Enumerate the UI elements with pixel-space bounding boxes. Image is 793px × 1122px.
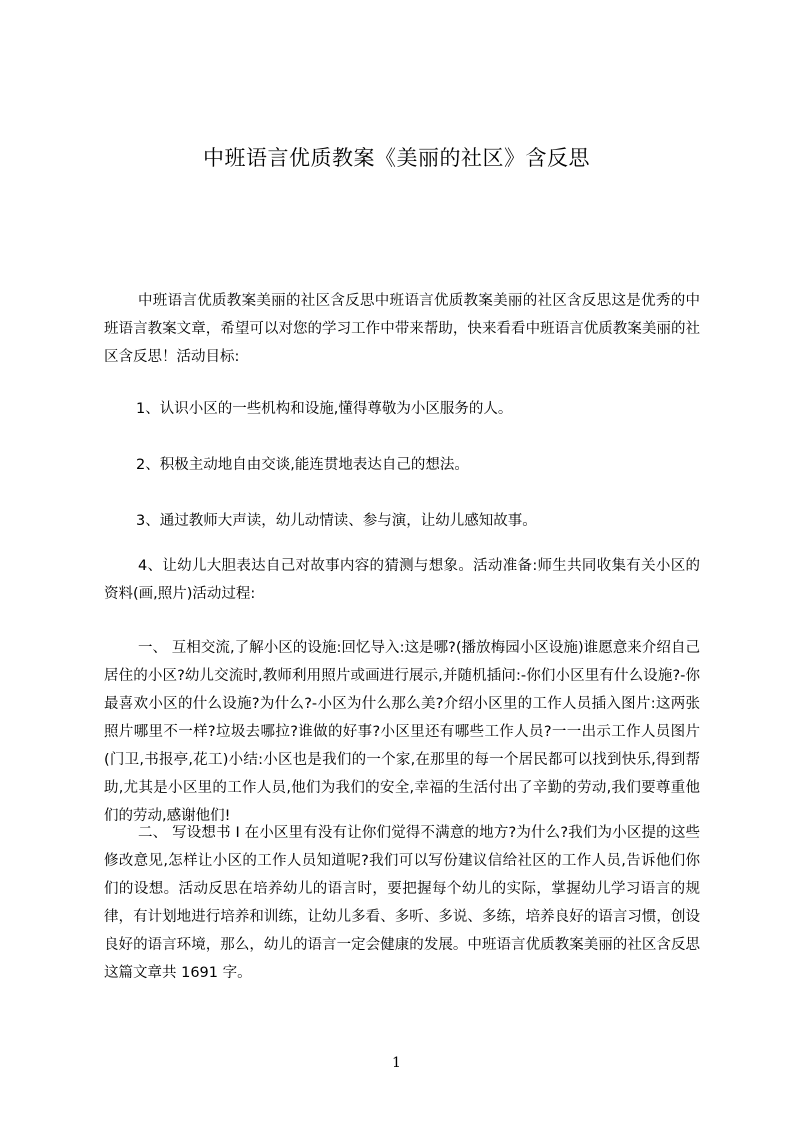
document-title: 中班语言优质教案《美丽的社区》含反思 <box>203 146 590 170</box>
section-2-paragraph: 二、 写设想书 I 在小区里有没有让你们觉得不满意的地方?为什么?我们为小区提的这些修改意见,怎样让小区的工作人员知道呢?我们可以写份建议信给社区的工作人员,告诉他们你们的设想。活动反思在培养幼儿的语言时，要把握每个幼儿的实际，掌握幼儿学习语言的规律，有计划地进行培养和训练，让幼儿多看、多听、多说、多练，培养良好的语言习惯，创设良好的语言环境，那么，幼儿的语言一定会健康的发展。中班语言优质教案美丽的社区含反思这篇文章共 1691 字。 <box>104 825 700 981</box>
page-number: 1 <box>392 1055 401 1071</box>
goal-item-1: 1、认识小区的一些机构和设施,懂得尊敬为小区服务的人。 <box>136 401 513 417</box>
section-1-paragraph: 一、 互相交流,了解小区的设施:回忆导入:这是哪?(播放梅园小区设施)谁愿意来介绍自己居住的小区?幼儿交流时,教师利用照片或画进行展示,并随机插问:-你们小区里有什么设施?-你最喜欢小区的什么设施?为什么?-小区为什么那么美?介绍小区里的工作人员插入图片:这两张照片哪里不一样?垃圾去哪拉?谁做的好事?小区里还有哪些工作人员?一一出示工作人员图片(门卫,书报亭,花工)小结:小区也是我们的一个家,在那里的每一个居民都可以找到快乐,得到帮助,尤其是小区里的工作人员,他们为我们的安全,幸福的生活付出了辛勤的劳动,我们要尊重他们的劳动,感谢他们! <box>104 640 700 824</box>
intro-paragraph: 中班语言优质教案美丽的社区含反思中班语言优质教案美丽的社区含反思这是优秀的中班语言教案文章，希望可以对您的学习工作中带来帮助，快来看看中班语言优质教案美丽的社区含反思！活动目标: <box>104 293 700 365</box>
goal-item-2: 2、积极主动地自由交谈,能连贯地表达自己的想法。 <box>136 457 469 473</box>
goal-item-4-paragraph: 4、让幼儿大胆表达自己对故事内容的猜测与想象。活动准备:师生共同收集有关小区的资料(画,照片)活动过程: <box>104 558 700 602</box>
goal-item-3: 3、通过教师大声读，幼儿动情读、参与演，让幼儿感知故事。 <box>136 513 537 529</box>
